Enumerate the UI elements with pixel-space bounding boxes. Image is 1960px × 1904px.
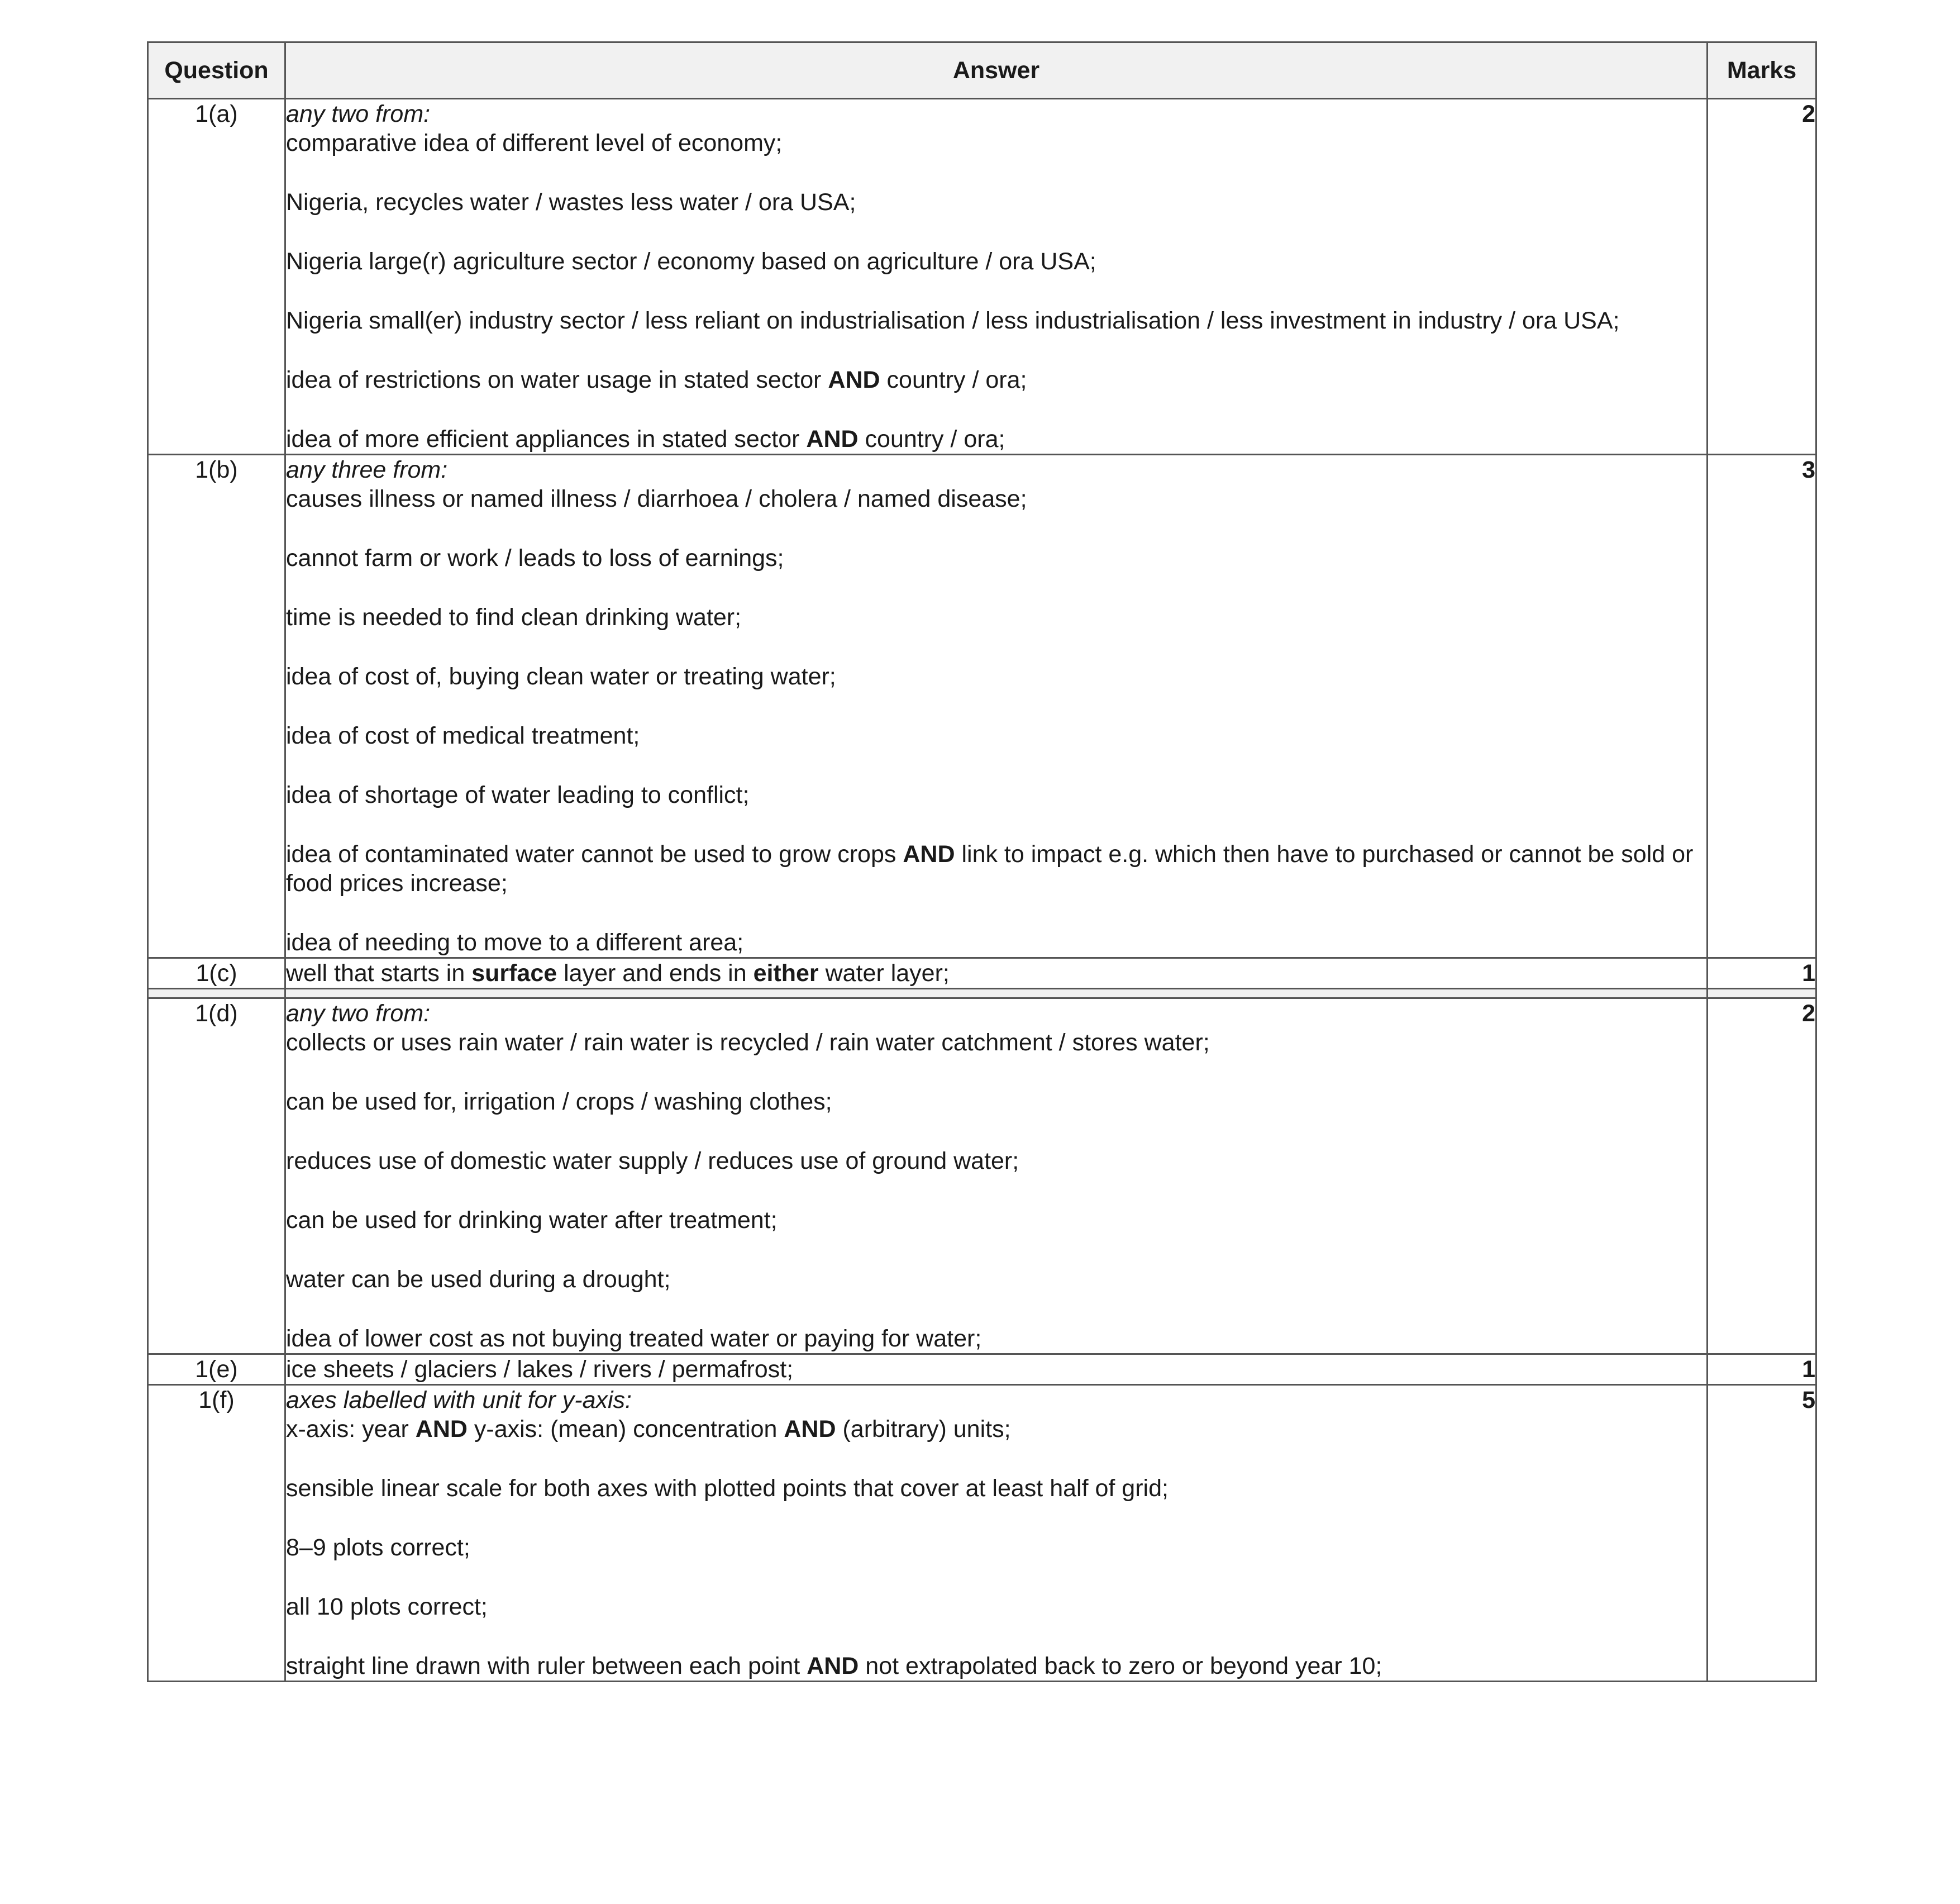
question-cell: 1(e) xyxy=(148,1354,285,1385)
marks-cell: 1 xyxy=(1708,1354,1816,1385)
marks-cell: 3 xyxy=(1708,455,1816,958)
answer-text: (arbitrary) units; xyxy=(836,1416,1011,1443)
emphasis-text: AND xyxy=(784,1416,836,1443)
answer-text: idea of more efficient appliances in stated sector xyxy=(286,426,807,453)
marks-cell: 5 xyxy=(1708,1385,1816,1682)
answer-text: idea of lower cost as not buying treated water or paying for water; xyxy=(286,1325,982,1352)
header-question: Question xyxy=(148,42,285,99)
table-row xyxy=(148,1354,1816,1385)
marks-cell: 1 xyxy=(1708,958,1816,989)
answer-text: y-axis: (mean) concentration xyxy=(467,1416,784,1443)
answer-intro: any two from: xyxy=(286,1000,431,1027)
answer-point xyxy=(286,1028,1706,1057)
answer-point xyxy=(286,188,1706,217)
answer-text: x-axis: year xyxy=(286,1416,416,1443)
answer-text: idea of cost of medical treatment; xyxy=(286,722,640,749)
answer-text: not extrapolated back to zero or beyond year 10; xyxy=(859,1653,1382,1679)
answer-point xyxy=(286,928,1706,957)
answer-point xyxy=(286,780,1706,810)
answer-point xyxy=(286,1592,1706,1621)
answer-point xyxy=(286,1206,1706,1235)
header-row xyxy=(148,42,1816,99)
answer-text: cannot farm or work / leads to loss of earnings; xyxy=(286,545,784,572)
answer-point xyxy=(286,959,1706,988)
answer-point xyxy=(286,1651,1706,1681)
answer-text: all 10 plots correct; xyxy=(286,1593,488,1620)
answer-text: idea of needing to move to a different area; xyxy=(286,929,744,956)
header-marks: Marks xyxy=(1708,42,1816,99)
answer-point xyxy=(286,365,1706,394)
answer-text: sensible linear scale for both axes with plotted points that cover at least half of grid; xyxy=(286,1475,1169,1502)
answer-text: reduces use of domestic water supply / reduces use of ground water; xyxy=(286,1148,1019,1174)
table-row xyxy=(148,998,1816,1354)
question-cell: 1(f) xyxy=(148,1385,285,1682)
answer-intro: any three from: xyxy=(286,456,448,483)
answer-text: country / ora; xyxy=(858,426,1005,453)
answer-text: collects or uses rain water / rain water is recycled / rain water catchment / stores water; xyxy=(286,1029,1210,1056)
answer-point xyxy=(286,128,1706,158)
answer-point xyxy=(286,1265,1706,1294)
answer-text: link to impact e.g. which then have to purchased or cannot be sold or food prices increase; xyxy=(286,841,1694,897)
answer-text: 8–9 plots correct; xyxy=(286,1534,470,1561)
answer-point xyxy=(286,1324,1706,1353)
answer-point xyxy=(286,544,1706,573)
answer-cell xyxy=(285,998,1708,1354)
answer-point xyxy=(286,603,1706,632)
answer-text: causes illness or named illness / diarrhoea / cholera / named disease; xyxy=(286,485,1027,512)
emphasis-text: surface xyxy=(471,960,557,987)
answer-point xyxy=(286,425,1706,454)
answer-text: well that starts in xyxy=(286,960,472,987)
marks-cell: 2 xyxy=(1708,99,1816,455)
emphasis-text: AND xyxy=(806,426,859,453)
answer-text: straight line drawn with ruler between each point xyxy=(286,1653,807,1679)
answer-cell xyxy=(285,1354,1708,1385)
answer-point xyxy=(286,1355,1706,1384)
row-separator xyxy=(148,989,1816,998)
answer-point xyxy=(286,1474,1706,1503)
answer-text: water layer; xyxy=(818,960,950,987)
emphasis-text: AND xyxy=(807,1653,859,1679)
answer-point xyxy=(286,306,1706,335)
answer-text: ice sheets / glaciers / lakes / rivers / permafrost; xyxy=(286,1356,794,1383)
table-body xyxy=(148,99,1816,1682)
emphasis-text: AND xyxy=(903,841,955,868)
answer-text: idea of shortage of water leading to conflict; xyxy=(286,782,750,808)
answer-point xyxy=(286,484,1706,513)
answer-point xyxy=(286,1146,1706,1175)
answer-point xyxy=(286,840,1706,898)
answer-text: idea of contaminated water cannot be used to grow crops xyxy=(286,841,903,868)
answer-intro: axes labelled with unit for y-axis: xyxy=(286,1387,632,1413)
answer-text: comparative idea of different level of economy; xyxy=(286,130,783,156)
separator-cell xyxy=(285,989,1708,998)
answer-cell xyxy=(285,1385,1708,1682)
table-row xyxy=(148,455,1816,958)
table-header xyxy=(148,42,1816,99)
mark-scheme-table xyxy=(147,41,1817,1682)
answer-point xyxy=(286,1533,1706,1562)
answer-point xyxy=(286,247,1706,276)
answer-text: time is needed to find clean drinking water; xyxy=(286,604,742,631)
answer-intro: any two from: xyxy=(286,101,431,127)
answer-text: can be used for drinking water after treatment; xyxy=(286,1207,778,1234)
answer-text: layer and ends in xyxy=(557,960,754,987)
question-cell: 1(a) xyxy=(148,99,285,455)
emphasis-text: either xyxy=(753,960,819,987)
table-row xyxy=(148,99,1816,455)
answer-text: Nigeria large(r) agriculture sector / economy based on agriculture / ora USA; xyxy=(286,248,1096,275)
answer-point xyxy=(286,662,1706,691)
separator-cell xyxy=(148,989,285,998)
question-cell: 1(c) xyxy=(148,958,285,989)
answer-cell xyxy=(285,958,1708,989)
question-cell: 1(d) xyxy=(148,998,285,1354)
answer-text: country / ora; xyxy=(880,366,1027,393)
answer-text: idea of cost of, buying clean water or treating water; xyxy=(286,663,836,690)
answer-cell xyxy=(285,99,1708,455)
header-answer: Answer xyxy=(285,42,1708,99)
answer-point xyxy=(286,1087,1706,1116)
answer-text: water can be used during a drought; xyxy=(286,1266,671,1293)
emphasis-text: AND xyxy=(415,1416,468,1443)
answer-point xyxy=(286,721,1706,750)
answer-text: Nigeria, recycles water / wastes less water / ora USA; xyxy=(286,189,856,216)
marks-cell: 2 xyxy=(1708,998,1816,1354)
table-row xyxy=(148,958,1816,989)
table-row xyxy=(148,1385,1816,1682)
question-cell: 1(b) xyxy=(148,455,285,958)
answer-text: idea of restrictions on water usage in stated sector xyxy=(286,366,828,393)
answer-text: can be used for, irrigation / crops / washing clothes; xyxy=(286,1088,832,1115)
separator-cell xyxy=(1708,989,1816,998)
answer-text: Nigeria small(er) industry sector / less reliant on industrialisation / less industrialisation / less investment in industry / ora USA; xyxy=(286,307,1620,334)
answer-cell xyxy=(285,455,1708,958)
emphasis-text: AND xyxy=(828,366,880,393)
answer-point xyxy=(286,1415,1706,1444)
